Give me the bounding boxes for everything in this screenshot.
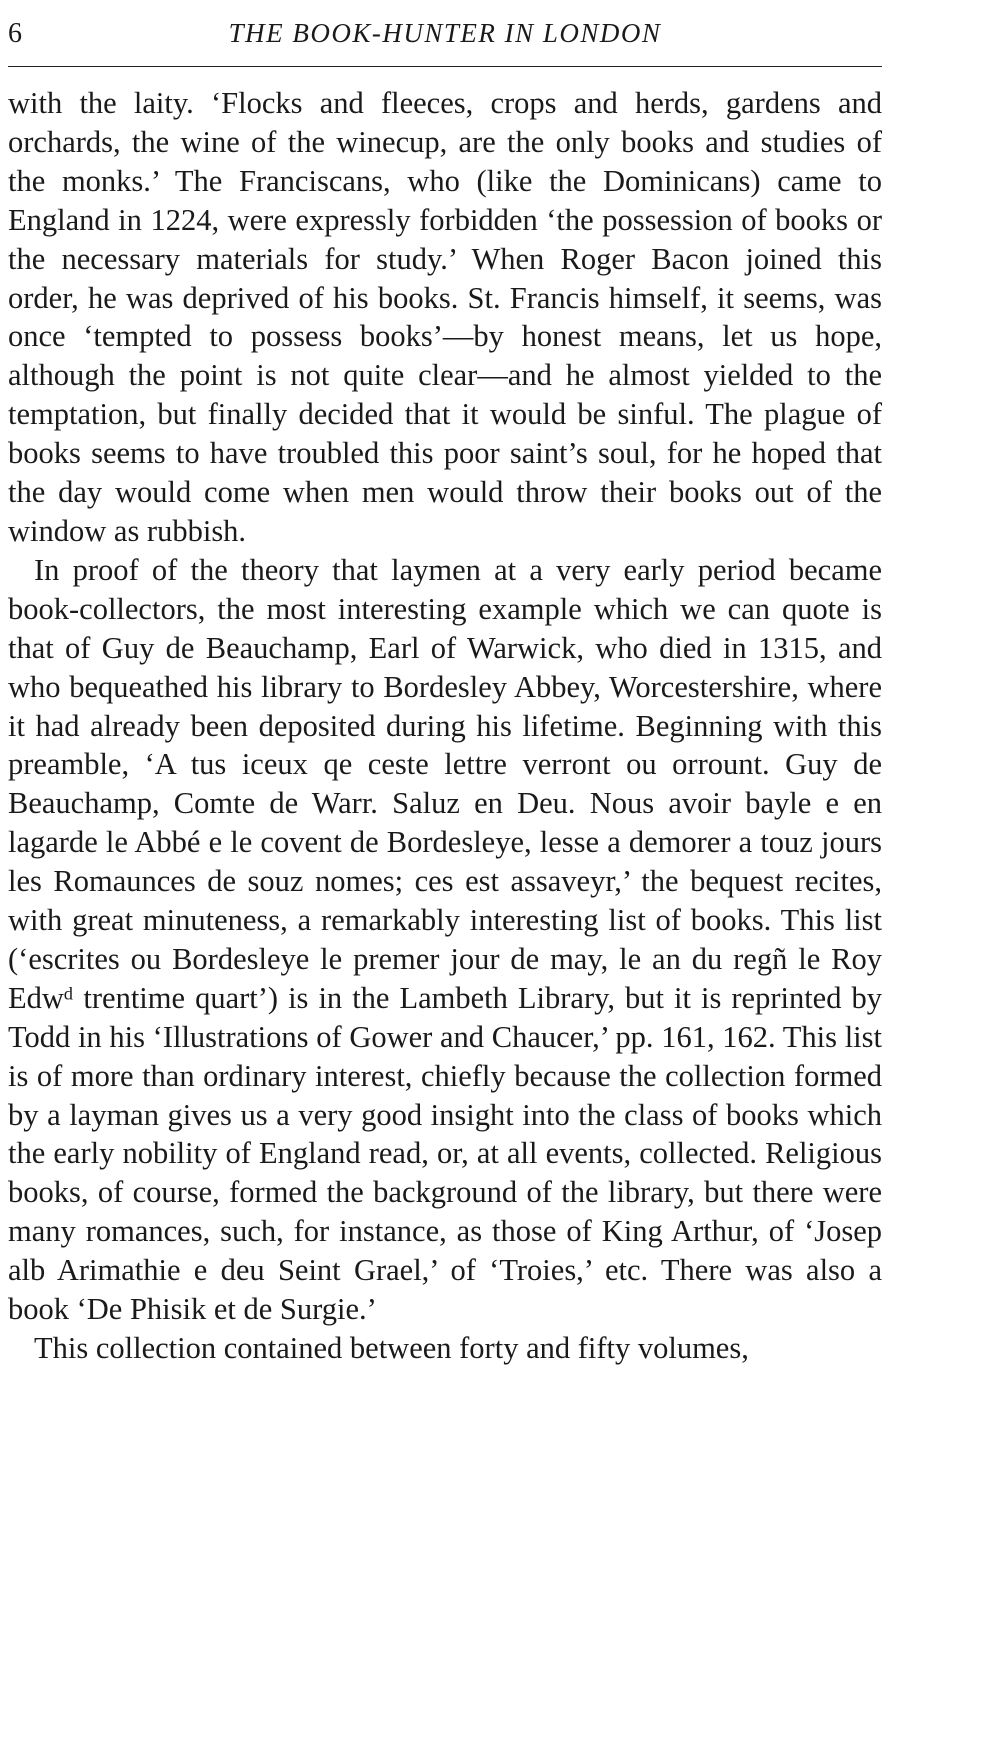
body-text xyxy=(8,84,882,1368)
book-page xyxy=(8,14,882,1368)
page-number: 6 xyxy=(8,18,22,49)
paragraph-guy-de-beauchamp: In proof of the theory that laymen at a very early period became book-collectors, the most interesting example which we can quote is that of Guy de Beauchamp, Earl of Warwick, who died in 1315, and who bequeathed his library to Bordesley Abbey, Worcestershire, where it had already been deposited during his lifetime. Beginning with this preamble, ‘A tus iceux qe ceste lettre verront ou orrount. Guy de Beauchamp, Comte de Warr. Saluz en Deu. Nous avoir bayle e en lagarde le Abbé e le covent de Bordesleye, lesse a demorer a touz jours les Romaunces de souz nomes; ces est assaveyr,’ the bequest recites, with great minuteness, a remarkably interesting list of books. This list (‘escrites ou Bordesleye le premer jour de may, le an du regñ le Roy Edwᵈ trentime quart’) is in the Lambeth Library, but it is reprinted by Todd in his ‘Illustrations of Gower and Chaucer,’ pp. 161, 162. This list is of more than ordinary interest, chiefly because the collection formed by a layman gives us a very good insight into the class of books which the early nobility of England read, or, at all events, collected. Religious books, of course, formed the background of the library, but there were many romances, such, for instance, as those of King Arthur, of ‘Josep alb Arimathie e deu Seint Grael,’ of ‘Troies,’ etc. There was also a book ‘De Phisik et de Surgie.’ xyxy=(8,552,882,1327)
running-title: THE BOOK-HUNTER IN LONDON xyxy=(228,18,662,48)
header-rule xyxy=(8,66,882,67)
running-header xyxy=(8,14,882,58)
paragraph-laity-and-monks: with the laity. ‘Flocks and fleeces, crops and herds, gardens and orchards, the wine of the winecup, are the only books and studies of the monks.’ The Franciscans, who (like the Dominicans) came to England in 1224, were expressly forbidden ‘the possession of books or the necessary materials for study.’ When Roger Bacon joined this order, he was deprived of his books. St. Francis himself, it seems, was once ‘tempted to possess books’—by honest means, let us hope, although the point is not quite clear—and he almost yielded to the temptation, but finally decided that it would be sinful. The plague of books seems to have troubled this poor saint’s soul, for he hoped that the day would come when men would throw their books out of the window as rubbish. xyxy=(8,86,882,548)
paragraph-collection-size: This collection contained between forty and fifty volumes, xyxy=(34,1331,749,1365)
